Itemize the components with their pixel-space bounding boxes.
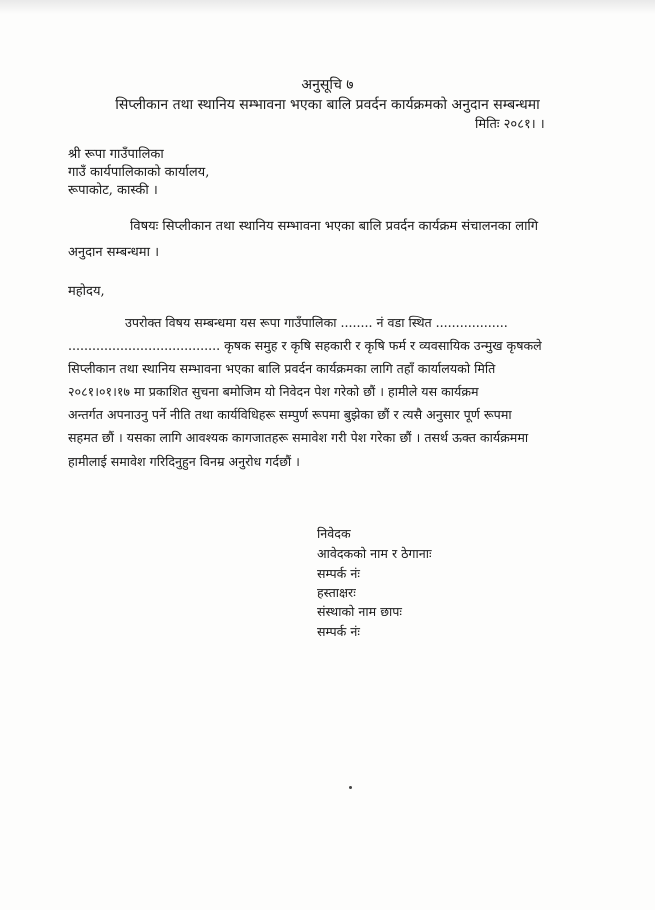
subject-line-2: अनुदान सम्बन्धमा ।: [68, 245, 159, 260]
stray-mark: [349, 786, 352, 789]
annex-heading: अनुसूचि ७: [301, 77, 354, 93]
applicant-contact: सम्पर्क नंः: [317, 566, 360, 581]
salutation: महोदय,: [68, 284, 105, 299]
body-line-2: ...................................... कृषक समुह र कृषि सहकारी र कृषि फर्म र व्यवसायिक उन्मुख कृषकले: [68, 338, 542, 353]
scan-edge-shadow: [0, 0, 655, 14]
applicant-contact-2: सम्पर्क नंः: [317, 624, 360, 639]
body-line-5: अन्तर्गत अपनाउनु पर्ने नीति तथा कार्यविधिहरू सम्पुर्ण रूपमा बुझेका छौं र त्यसै अनुसार पूर्ण रूपमा: [68, 407, 512, 422]
recipient-address: रूपाकोट, कास्की ।: [68, 183, 158, 198]
applicant-name-address: आवेदकको नाम र ठेगानाः: [317, 546, 432, 561]
recipient-name: श्री रूपा गाउँपालिका: [68, 147, 164, 162]
document-title: सिप्लीकान तथा स्थानिय सम्भावना भएका बालि प्रवर्दन कार्यक्रमको अनुदान सम्बन्धमा: [115, 97, 540, 113]
subject-line-1: विषयः सिप्लीकान तथा स्थानिय सम्भावना भएका बालि प्रवर्दन कार्यक्रम संचालनका लागि: [130, 219, 539, 234]
body-line-3: सिप्लीकान तथा स्थानिय सम्भावना भएका बालि प्रवर्दन कार्यक्रमका लागि तहाँ कार्यालयको मिति: [68, 361, 496, 376]
applicant-org-stamp: संस्थाको नाम छापः: [317, 604, 402, 619]
body-line-6: सहमत छौं । यसका लागि आवश्यक कागजातहरू समावेश गरी पेश गरेका छौं । तसर्थ ऊक्त कार्यक्रममा: [68, 430, 529, 445]
recipient-office: गाउँ कार्यपालिकाको कार्यालय,: [68, 165, 210, 180]
applicant-signature: हस्ताक्षरः: [317, 585, 356, 600]
applicant-heading: निवेदक: [317, 526, 351, 541]
body-line-7: हामीलाई समावेश गरिदिनुहुन विनम्र अनुरोध गर्दछौं ।: [68, 454, 300, 469]
body-line-4: २०८१।०१।१७ मा प्रकाशित सुचना बमोजिम यो निवेदन पेश गरेको छौं । हामीले यस कार्यक्रम: [68, 384, 479, 399]
date-line: मितिः २०८१। ।: [475, 117, 545, 132]
body-line-1: उपरोक्त विषय सम्बन्धमा यस रूपा गाउँपालिका ........ नं वडा स्थित ..................: [125, 315, 508, 330]
